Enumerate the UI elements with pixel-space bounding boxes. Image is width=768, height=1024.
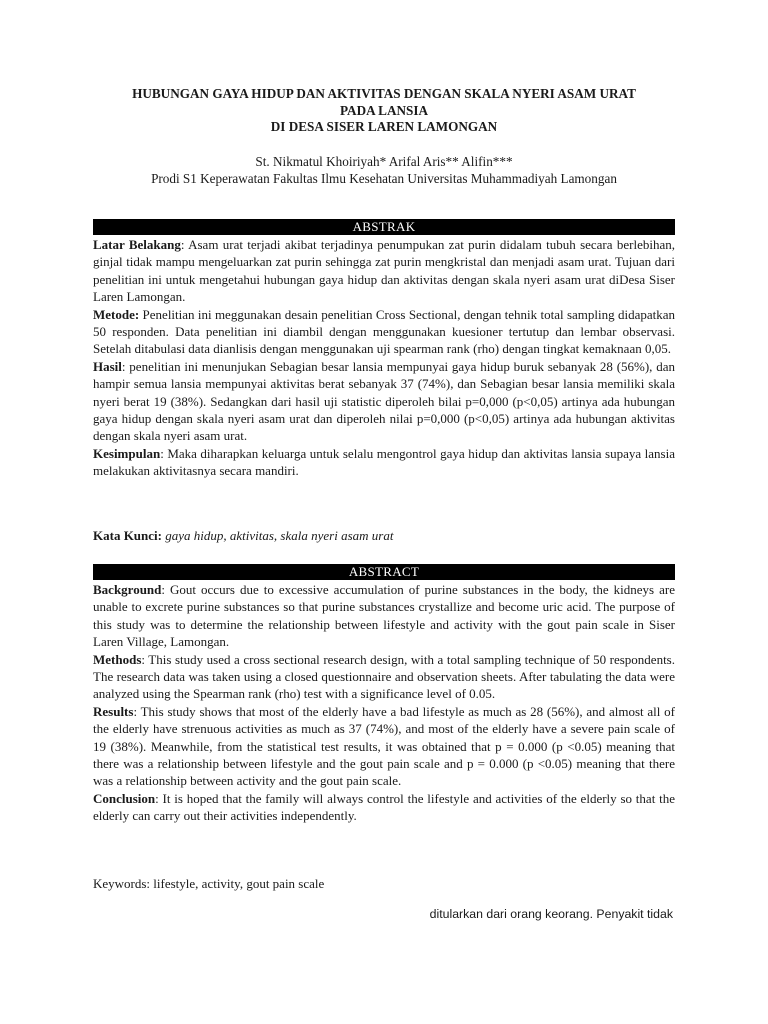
- latar-belakang-paragraph: [93, 236, 675, 306]
- author-names: St. Nikmatul Khoiriyah* Arifal Aris** Alifin***: [255, 154, 513, 169]
- kata-kunci: [93, 528, 393, 544]
- results-paragraph: [93, 703, 675, 790]
- conclusion-text: : It is hoped that the family will always control the lifestyle and activities of the elderly so that the elderly can carry out their activities independently.: [93, 790, 675, 824]
- hasil-label: Hasil: [93, 358, 122, 374]
- conclusion-paragraph: [93, 790, 675, 825]
- metode-label: Metode:: [93, 306, 140, 322]
- abstract-heading: ABSTRACT: [93, 564, 675, 580]
- hasil-paragraph: [93, 358, 675, 445]
- methods-text: : This study used a cross sectional research design, with a total sampling technique of 50 respondents. The research data was taken using a closed questionnaire and observation sheets. After tabulating the data were analyzed using the Spearman rank (rho) test with a significance level of 0.05.: [93, 651, 675, 702]
- results-label: Results: [93, 703, 134, 719]
- kesimpulan-label: Kesimpulan: [93, 445, 161, 461]
- abstrak-body: [93, 236, 675, 480]
- title-line-1: HUBUNGAN GAYA HIDUP DAN AKTIVITAS DENGAN SKALA NYERI ASAM URAT: [132, 86, 636, 101]
- kesimpulan-paragraph: [93, 445, 675, 480]
- abstract-body: [93, 581, 675, 825]
- hasil-text: : penelitian ini menunjukan Sebagian besar lansia mempunyai gaya hidup buruk sebanyak 28 (56%), dan hampir semua lansia mempunyai aktivitas berat sebanyak 37 (74%), dan Sebagian besar lansia memiliki skala nyeri berat 19 (38%). Sedangkan dari hasil uji statistic diperoleh bilai p=0,000 (p<0,05) artinya ada hubungan gaya hidup dengan skala nyeri asam urat dan diperoleh nilai p=0,000 (p<0,05) artinya ada hubungan aktivitas dengan skala nyeri asam urat.: [93, 358, 675, 444]
- keywords-line: Keywords: lifestyle, activity, gout pain scale: [93, 876, 325, 891]
- metode-text: Penelitian ini meggunakan desain penelitian Cross Sectional, dengan tehnik total sampling didapatkan 50 responden. Data penelitian ini diambil dengan menggunakan kuesioner tertutup dan lembar observasi. Setelah ditabulasi data dianlisis dengan menggunakan uji spearman rank (rho) dengan tingkat kemaknaan 0,05.: [93, 306, 675, 357]
- methods-label: Methods: [93, 651, 142, 667]
- background-text: : Gout occurs due to excessive accumulation of purine substances in the body, the kidneys are unable to excrete purine substances so that purine substances crystallize and become uric acid. The purpose of this study was to determine the relationship between lifestyle and activity with the gout pain scale in Siser Laren Village, Lamongan.: [93, 582, 675, 650]
- latar-belakang-text: : Asam urat terjadi akibat terjadinya penumpukan zat purin didalam tubuh secara berlebihan, ginjal tidak mampu mengeluarkan zat purin sehingga zat purin mengkristal dan menjadi asam urat. Tujuan dari penelitian ini untuk mengetahui hubungan gaya hidup dan aktivitas dengan skala nyeri asam urat diDesa Siser Laren Lamongan.: [93, 237, 675, 305]
- title-line-3: DI DESA SISER LAREN LAMONGAN: [270, 119, 498, 134]
- paper-title: [90, 86, 678, 136]
- conclusion-label: Conclusion: [93, 790, 156, 806]
- results-text: : This study shows that most of the elderly have a bad lifestyle as much as 28 (56%), and almost all of the elderly have strenuous activities as much as 37 (74%), and most of the elderly have a severe pain scale of 19 (38%). Meanwhile, from the statistical test results, it was obtained that p = 0.000 (p <0.05) meaning that there was a relationship between lifestyle and the gout pain scale and p = 0.000 (p <0.05) meaning that there was a relationship between activity and the gout pain scale.: [93, 703, 675, 789]
- author-block: [90, 153, 678, 187]
- background-label: Background: [93, 582, 162, 597]
- title-line-2: PADA LANSIA: [339, 102, 429, 118]
- kesimpulan-text: : Maka diharapkan keluarga untuk selalu mengontrol gaya hidup dan aktivitas lansia supaya lansia melakukan aktivitasnya secara mandiri.: [93, 445, 675, 479]
- background-paragraph: [93, 581, 675, 651]
- methods-paragraph: [93, 651, 675, 703]
- metode-paragraph: [93, 306, 675, 358]
- kata-kunci-label: Kata Kunci:: [93, 528, 162, 543]
- author-affiliation: Prodi S1 Keperawatan Fakultas Ilmu Kesehatan Universitas Muhammadiyah Lamongan: [151, 171, 617, 186]
- abstrak-heading: ABSTRAK: [93, 219, 675, 235]
- continuation-text: ditularkan dari orang keorang. Penyakit tidak: [429, 907, 673, 921]
- kata-kunci-value: gaya hidup, aktivitas, skala nyeri asam urat: [165, 528, 394, 543]
- latar-belakang-label: Latar Belakang: [93, 237, 181, 252]
